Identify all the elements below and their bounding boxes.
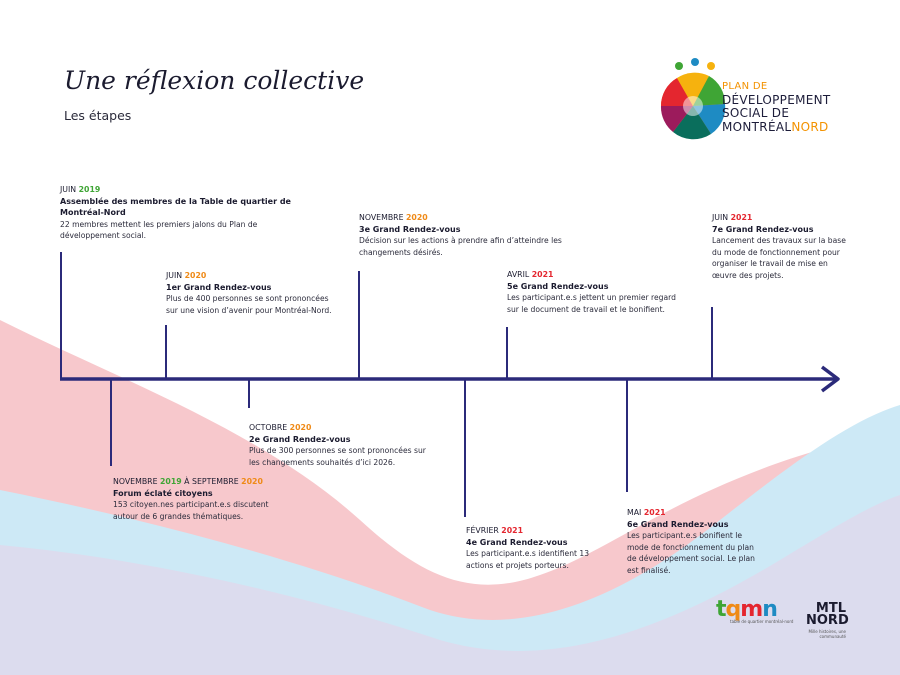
event-title: 7e Grand Rendez-vous [712, 224, 814, 234]
logo-line3: MONTRÉALNORD [722, 119, 829, 134]
mtl-logo-line1: MTL [815, 601, 846, 616]
tqmn-logo-word: tqmn [716, 597, 777, 622]
mtl-logo-line2: NORD [806, 613, 849, 628]
page-subtitle: Les étapes [64, 108, 132, 123]
event-desc: 153 citoyen.nes participant.e.s discutent autour de 6 grandes thématiques. [113, 500, 269, 521]
event-desc: Les participant.e.s jettent un premier regard sur le document de travail et le bonifient. [507, 293, 676, 314]
event-2021-05: MAI 2021 6e Grand Rendez-vous Les participant.e.s bonifient le mode de fonctionnement du plan de développement social. Le plan est finalisé. [627, 507, 762, 576]
event-2020-10: OCTOBRE 2020 2e Grand Rendez-vous Plus de 300 personnes se sont prononcées sur les changements souhaités d’ici 2026. [249, 422, 429, 468]
event-2021-04: AVRIL 2021 5e Grand Rendez-vous Les participant.e.s jettent un premier regard sur le document de travail et le bonifient. [507, 269, 687, 315]
event-desc: Les participant.e.s bonifient le mode de fonctionnement du plan de développement social. Le plan est finalisé. [627, 531, 755, 575]
event-title: 5e Grand Rendez-vous [507, 281, 609, 291]
mtl-logo-sub: Mille histoires, une communauté [808, 629, 846, 639]
event-desc: Lancement des travaux sur la base du mode de fonctionnement pour organiser le travail de mise en œuvre des projets. [712, 236, 846, 280]
logo-line2: SOCIAL DE [722, 106, 790, 120]
event-2021-02: FÉVRIER 2021 4e Grand Rendez-vous Les participant.e.s identifient 13 actions et projets porteurs. [466, 525, 606, 571]
event-desc: Plus de 400 personnes se sont prononcées sur une vision d’avenir pour Montréal-Nord. [166, 294, 332, 315]
event-2020-11: NOVEMBRE 2020 3e Grand Rendez-vous Décision sur les actions à prendre afin d’atteindre les changements désirés. [359, 212, 579, 258]
event-title: 6e Grand Rendez-vous [627, 519, 729, 529]
event-title: 3e Grand Rendez-vous [359, 224, 461, 234]
event-title: Assemblée des membres de la Table de quartier de Montréal-Nord [60, 196, 291, 217]
event-2020-06: JUIN 2020 1er Grand Rendez-vous Plus de 400 personnes se sont prononcées sur une vision d’avenir pour Montréal-Nord. [166, 270, 341, 316]
event-desc: Plus de 300 personnes se sont prononcées sur les changements souhaités d’ici 2026. [249, 446, 426, 467]
event-title: Forum éclaté citoyens [113, 488, 213, 498]
event-title: 4e Grand Rendez-vous [466, 537, 568, 547]
event-title: 2e Grand Rendez-vous [249, 434, 351, 444]
event-title: 1er Grand Rendez-vous [166, 282, 272, 292]
page-title: Une réflexion collective [64, 66, 365, 95]
tqmn-logo-sub: table de quartier montréal-nord [730, 619, 794, 624]
mtl-nord-logo [806, 601, 849, 639]
event-2019-06: JUIN 2019 Assemblée des membres de la Table de quartier de Montréal-Nord 22 membres mettent les premiers jalons du Plan de développement social. [60, 184, 300, 242]
event-desc: Les participant.e.s identifient 13 actions et projets porteurs. [466, 549, 590, 570]
event-2021-06: JUIN 2021 7e Grand Rendez-vous Lancement des travaux sur la base du mode de fonctionnement pour organiser le travail de mise en œuvre des projets. [712, 213, 846, 280]
logo-plan-de: PLAN DE [722, 81, 768, 92]
event-desc: Décision sur les actions à prendre afin d’atteindre les changements désirés. [359, 236, 562, 257]
logo-line1: DÉVELOPPEMENT [722, 92, 831, 107]
event-2019-11: NOVEMBRE 2019 À SEPTEMBRE 2020 Forum éclaté citoyens 153 citoyen.nes participant.e.s discutent autour de 6 grandes thématiques. [113, 476, 283, 522]
plan-developpement-logo-text [722, 80, 831, 134]
tqmn-logo [716, 597, 794, 624]
event-desc: 22 membres mettent les premiers jalons du Plan de développement social. [60, 219, 258, 240]
